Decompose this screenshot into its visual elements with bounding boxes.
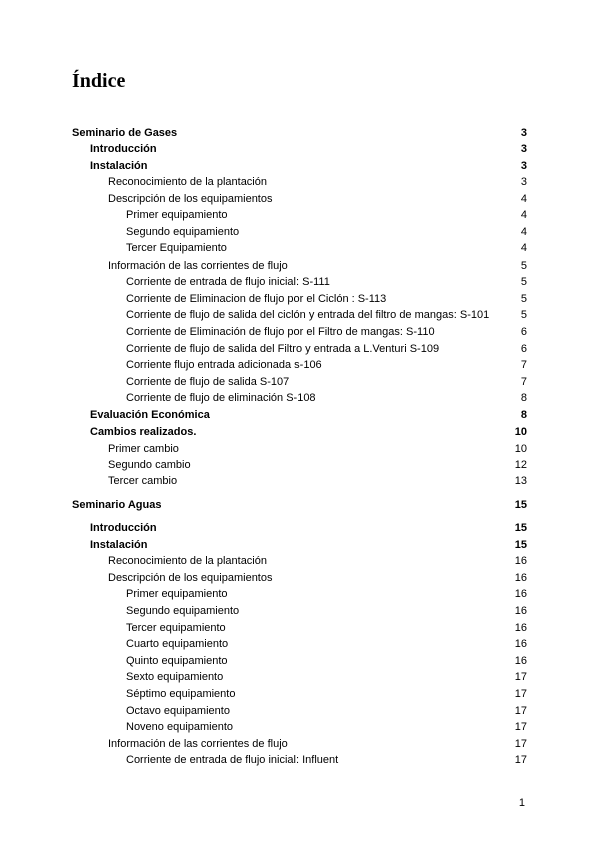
toc-entry-label: Reconocimiento de la plantación — [108, 176, 267, 188]
toc-entry-page: 16 — [514, 605, 527, 617]
toc-entry-page: 6 — [520, 326, 527, 338]
toc-entry-label: Sexto equipamiento — [126, 671, 224, 683]
toc-entry[interactable] — [0, 390, 600, 406]
toc-entry-label: Segundo equipamiento — [126, 226, 240, 238]
toc-entry-label: Noveno equipamiento — [126, 721, 234, 733]
toc-entry-label: Seminario Aguas — [72, 499, 162, 511]
toc-entry[interactable] — [0, 636, 600, 652]
toc-entry[interactable] — [0, 537, 600, 553]
toc-entry-label: Instalación — [90, 539, 148, 551]
toc-entry-page: 4 — [520, 242, 527, 254]
toc-entry[interactable] — [0, 441, 600, 457]
page-number: 1 — [518, 797, 525, 809]
toc-entry-page: 17 — [514, 688, 527, 700]
toc-entry-page: 3 — [520, 127, 527, 139]
toc-entry[interactable] — [0, 357, 600, 373]
toc-entry-label: Corriente de Eliminacion de flujo por el Ciclón : S-113 — [126, 293, 387, 305]
toc-entry-label: Séptimo equipamiento — [126, 688, 236, 700]
toc-entry-label: Octavo equipamiento — [126, 705, 230, 717]
toc-entry-label: Corriente de flujo de salida del ciclón y entrada del filtro de mangas: S-101 — [126, 309, 490, 321]
toc-entry-label: Corriente de flujo de salida del Filtro y entrada a L.Venturi S-109 — [126, 343, 440, 355]
toc-entry-page: 5 — [520, 260, 527, 272]
toc-entry[interactable] — [0, 374, 600, 390]
toc-entry[interactable] — [0, 258, 600, 274]
toc-entry-label: Tercer cambio — [108, 475, 178, 487]
toc-entry-page: 7 — [520, 359, 527, 371]
toc-entry[interactable] — [0, 669, 600, 685]
toc-entry-page: 10 — [514, 443, 527, 455]
toc-entry-label: Información de las corrientes de flujo — [108, 260, 288, 272]
toc-entry[interactable] — [0, 719, 600, 735]
toc-entry-label: Corriente de entrada de flujo inicial: Influent — [126, 754, 339, 766]
toc-entry-page: 17 — [514, 738, 527, 750]
toc-entry[interactable] — [0, 620, 600, 636]
toc-entry[interactable] — [0, 736, 600, 752]
toc-entry-label: Descripción de los equipamientos — [108, 572, 273, 584]
toc-entry-label: Evaluación Económica — [90, 409, 210, 421]
toc-entry[interactable] — [0, 291, 600, 307]
toc-entry[interactable] — [0, 174, 600, 190]
toc-entry-label: Corriente de Eliminación de flujo por el Filtro de mangas: S-110 — [126, 326, 435, 338]
toc-entry-page: 15 — [514, 522, 527, 534]
toc-entry-page: 3 — [520, 143, 527, 155]
toc-entry-label: Primer equipamiento — [126, 209, 228, 221]
toc-entry-page: 8 — [520, 409, 527, 421]
toc-entry-label: Tercer Equipamiento — [126, 242, 227, 254]
toc-entry-page: 5 — [520, 276, 527, 288]
toc-entry-page: 17 — [514, 671, 527, 683]
toc-entry-label: Primer equipamiento — [126, 588, 228, 600]
toc-entry-label: Reconocimiento de la plantación — [108, 555, 267, 567]
toc-entry-page: 16 — [514, 655, 527, 667]
toc-entry[interactable] — [0, 586, 600, 602]
toc-entry-page: 7 — [520, 376, 527, 388]
toc-entry[interactable] — [0, 158, 600, 174]
toc-entry-label: Corriente de flujo de eliminación S-108 — [126, 392, 316, 404]
toc-entry[interactable] — [0, 141, 600, 157]
toc-entry-page: 10 — [514, 426, 527, 438]
toc-entry-label: Cambios realizados. — [90, 426, 197, 438]
toc-entry-page: 17 — [514, 754, 527, 766]
toc-entry-page: 4 — [520, 209, 527, 221]
toc-entry-label: Descripción de los equipamientos — [108, 193, 273, 205]
toc-entry-label: Primer cambio — [108, 443, 179, 455]
toc-entry-page: 17 — [514, 721, 527, 733]
toc-entry-page: 16 — [514, 555, 527, 567]
toc-entry-label: Seminario de Gases — [72, 127, 178, 139]
toc-entry-page: 16 — [514, 572, 527, 584]
toc-entry-page: 17 — [514, 705, 527, 717]
toc-entry-label: Corriente de flujo de salida S-107 — [126, 376, 290, 388]
toc-entry-page: 3 — [520, 160, 527, 172]
toc-entry[interactable] — [0, 341, 600, 357]
toc-entry-page: 6 — [520, 343, 527, 355]
toc-entry-label: Segundo equipamiento — [126, 605, 240, 617]
toc-entry-label: Tercer equipamiento — [126, 622, 226, 634]
toc-entry-label: Cuarto equipamiento — [126, 638, 229, 650]
toc-entry[interactable] — [0, 473, 600, 489]
toc-entry-page: 5 — [520, 309, 527, 321]
toc-entry[interactable] — [0, 274, 600, 290]
toc-entry-label: Segundo cambio — [108, 459, 191, 471]
toc-entry-page: 4 — [520, 193, 527, 205]
toc-entry-page: 4 — [520, 226, 527, 238]
toc-entry-label: Corriente flujo entrada adicionada s-106 — [126, 359, 322, 371]
toc-entry-page: 5 — [520, 293, 527, 305]
toc-entry[interactable] — [0, 570, 600, 586]
toc-entry[interactable] — [0, 324, 600, 340]
toc-entry[interactable] — [0, 191, 600, 207]
toc-entry-label: Introducción — [90, 522, 157, 534]
toc-entry[interactable] — [0, 125, 600, 141]
toc-entry-label: Quinto equipamiento — [126, 655, 228, 667]
toc-entry-page: 12 — [514, 459, 527, 471]
toc-entry-label: Introducción — [90, 143, 157, 155]
toc-entry[interactable] — [0, 497, 600, 513]
toc-entry-label: Corriente de entrada de flujo inicial: S-111 — [126, 276, 330, 288]
toc-entry[interactable] — [0, 603, 600, 619]
toc-entry[interactable] — [0, 703, 600, 719]
toc-entry-page: 8 — [520, 392, 527, 404]
toc-entry[interactable] — [0, 686, 600, 702]
toc-entry[interactable] — [0, 553, 600, 569]
toc-entry-page: 16 — [514, 638, 527, 650]
toc-entry-label: Instalación — [90, 160, 148, 172]
toc-entry-page: 15 — [514, 499, 527, 511]
toc-entry[interactable] — [0, 307, 600, 323]
toc-entry[interactable] — [0, 207, 600, 223]
toc-entry[interactable] — [0, 520, 600, 536]
toc-entry[interactable] — [0, 407, 600, 423]
toc-entry-page: 3 — [520, 176, 527, 188]
toc-entry-page: 15 — [514, 539, 527, 551]
toc-entry-label: Información de las corrientes de flujo — [108, 738, 288, 750]
toc-entry[interactable] — [0, 424, 600, 440]
toc-entry[interactable] — [0, 224, 600, 240]
toc-entry-page: 13 — [514, 475, 527, 487]
toc-entry[interactable] — [0, 752, 600, 768]
toc-entry[interactable] — [0, 457, 600, 473]
toc-entry-page: 16 — [514, 622, 527, 634]
page-title: Índice — [72, 70, 126, 92]
toc-entry[interactable] — [0, 653, 600, 669]
toc-entry[interactable] — [0, 240, 600, 256]
toc-entry-page: 16 — [514, 588, 527, 600]
